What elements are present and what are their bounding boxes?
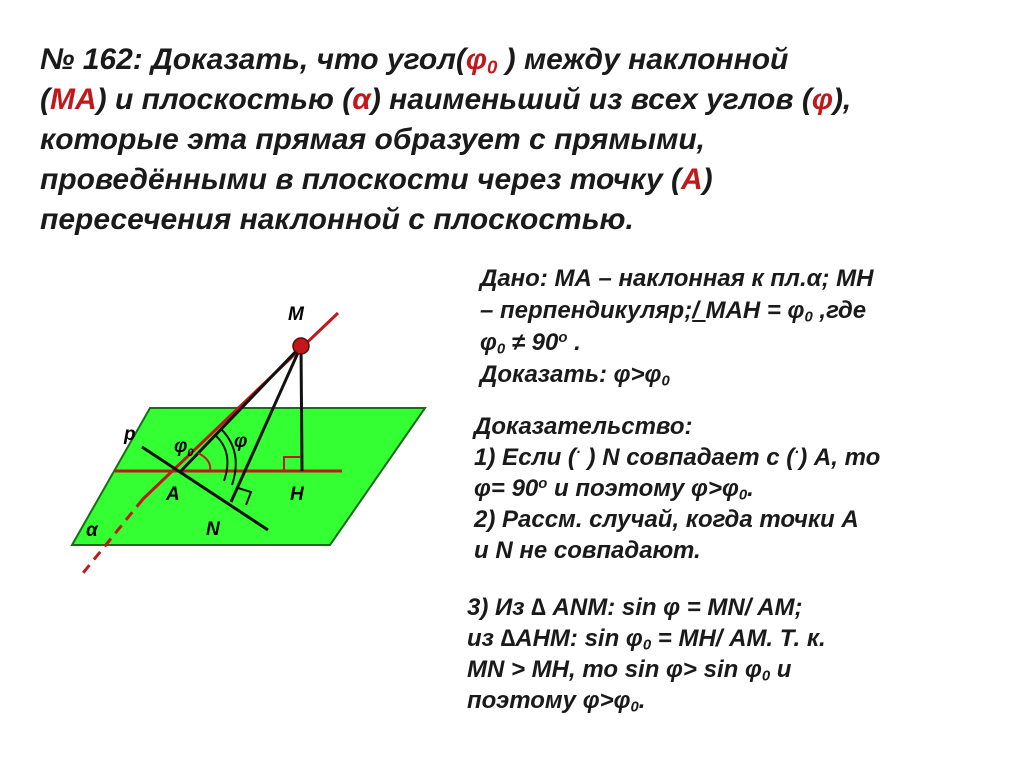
label-phi: φ (234, 431, 248, 452)
proof-line-3: 2) Рассм. случай, когда точки А (474, 506, 859, 533)
proof-block (474, 411, 880, 566)
label-phi0: $\varphi_0$ (174, 436, 194, 459)
title-line-3: которые эта прямая образует с прямыми, (40, 123, 705, 156)
step3-line-4: поэтому $\varphi>\varphi_0$. (467, 687, 646, 716)
phi-symbol: φ (811, 83, 833, 116)
given-line-1: Дано: МА – наклонная к пл.α; МН (480, 265, 874, 292)
alpha-label: α (352, 83, 371, 116)
step3-block (467, 592, 826, 716)
step3-line-1: 3) Из ∆ ANM: sin φ = MN/ AM; (467, 594, 803, 621)
label-h: H (290, 484, 304, 505)
given-block (480, 263, 873, 391)
perpendicular-mh (301, 346, 302, 471)
label-alpha: α (86, 520, 98, 541)
proof-line-2: $\varphi= 90^о$ и поэтому $\varphi>\varphi_0$. (474, 475, 754, 504)
point-m (293, 338, 309, 354)
label-a: A (166, 484, 180, 505)
angle-icon: / (692, 297, 706, 324)
geometry-figure (0, 260, 470, 590)
label-m: M (288, 304, 304, 325)
given-line-3: $\varphi_0 \ne 90^о$ . (480, 329, 581, 358)
label-n: N (206, 519, 220, 540)
problem-statement (40, 40, 990, 240)
phi0-symbol: φ (465, 43, 487, 76)
given-line-2: – перпендикуляр;/ МАН = $\varphi_0$ ,где (480, 297, 867, 326)
title-line-5: пересечения наклонной с плоскостью. (40, 203, 634, 236)
step3-line-3: MN > MH, то $\sin \varphi> \sin \varphi_0$ и (467, 656, 792, 685)
label-p: p (124, 424, 136, 445)
proof-line-1: 1) Если (· ) N совпадает с (·) А, то (474, 444, 881, 471)
point-a-label: А (680, 163, 703, 196)
title-line-2: (МА) и плоскостью (α) наименьший из всех углов (φ), (40, 83, 852, 116)
proof-heading: Доказательство: (474, 413, 693, 440)
prove-line: Доказать: $\varphi>\varphi_0$ (480, 361, 670, 390)
ma-label: МА (50, 83, 97, 116)
proof-line-4: и N не совпадают. (474, 537, 701, 564)
step3-line-2: из ∆АНМ: $\sin \varphi_0 = МН/$ АМ. Т. к. (467, 625, 826, 654)
title-line-4: проведёнными в плоскости через точку (А) (40, 163, 713, 196)
title-line-1: № 162: Доказать, что $угол(\varphi_0$ ) между наклонной (40, 43, 789, 78)
